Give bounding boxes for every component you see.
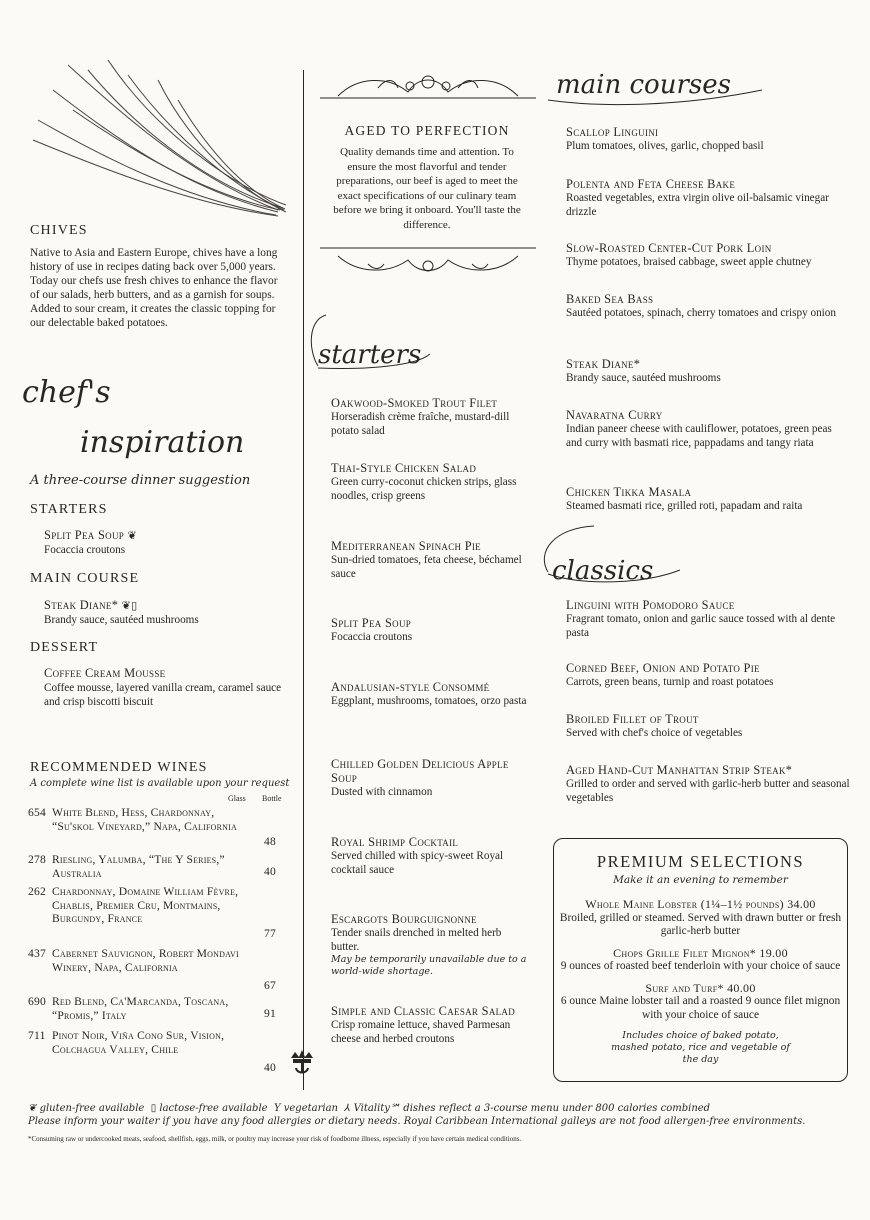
aged-text: Quality demands time and attention. To ensure the most flavorful and tender preparations, our beef is aged to meet the exact specifications of our culinary team before we bring it onboard. You'll taste the difference. bbox=[333, 146, 521, 231]
wines-subtitle: A complete wine list is available upon your request bbox=[30, 778, 290, 789]
starter-item-desc: Eggplant, mushrooms, tomatoes, orzo pasta bbox=[331, 695, 527, 707]
main-course-item-name: Chicken Tikka Masala bbox=[566, 485, 692, 499]
starter-item-name: Royal Shrimp Cocktail bbox=[331, 835, 459, 849]
wheat-icon: ❦ bbox=[127, 530, 138, 542]
classic-item-name: Linguini with Pomodoro Sauce bbox=[566, 598, 735, 612]
wine-name: White Blend, Hess, Chardonnay, “Su'skol Vineyard,” Napa, California bbox=[52, 806, 237, 833]
ornament-bottom bbox=[318, 244, 538, 278]
main-courses-flourish bbox=[544, 70, 766, 110]
premium-item-desc: 6 ounce Maine lobster tail and a roasted 9 ounce filet mignon with your choice of sauce bbox=[560, 995, 841, 1021]
main-course-item bbox=[566, 485, 838, 513]
main-course-item-desc: Roasted vegetables, extra virgin olive oil-balsamic vinegar drizzle bbox=[566, 192, 829, 218]
wine-bottle-price: 67 bbox=[264, 979, 276, 992]
main-course-item bbox=[566, 177, 838, 219]
wine-number: 262 bbox=[28, 885, 46, 898]
main-course-item-name: Navaratna Curry bbox=[566, 408, 663, 422]
starter-item-desc: Horseradish crème fraîche, mustard-dill potato salad bbox=[331, 411, 510, 437]
starter-item bbox=[331, 461, 531, 503]
starter-item bbox=[331, 912, 531, 978]
wine-name: Cabernet Sauvignon, Robert Mondavi Winery, Napa, California bbox=[52, 947, 239, 974]
starter-item-name: Escargots Bourguignonne bbox=[331, 912, 477, 926]
classic-item-desc: Fragrant tomato, onion and garlic sauce tossed with al dente pasta bbox=[566, 613, 836, 639]
wine-name: Red Blend, Ca'Marcanda, Toscana, “Promis,” Italy bbox=[52, 995, 229, 1022]
wine-bottle-price: 48 bbox=[264, 835, 276, 848]
starter-item-desc: Crisp romaine lettuce, shaved Parmesan cheese and herbed croutons bbox=[331, 1019, 511, 1045]
chefs-starter-desc: Focaccia croutons bbox=[44, 544, 126, 556]
starter-item-desc: Tender snails drenched in melted herb butter. bbox=[331, 927, 502, 953]
premium-item-desc: Broiled, grilled or steamed. Served with drawn butter or fresh garlic-herb butter bbox=[559, 911, 842, 937]
classic-item bbox=[566, 661, 852, 689]
legend-gluten: gluten-free available bbox=[39, 1103, 145, 1114]
premium-item-name: Whole Maine Lobster (1¼–1½ pounds) 34.00 bbox=[585, 897, 816, 911]
premium-subtitle: Make it an evening to remember bbox=[613, 874, 788, 886]
premium-list bbox=[554, 898, 847, 1022]
starter-item-name: Oakwood-Smoked Trout Filet bbox=[331, 396, 498, 410]
main-course-item-name: Steak Diane* bbox=[566, 357, 641, 371]
main-course-item-name: Polenta and Feta Cheese Bake bbox=[566, 177, 736, 191]
legend-allergy: Please inform your waiter if you have any food allergies or dietary needs. Royal Caribbean International galleys are not food allergen-free environments. bbox=[28, 1116, 806, 1127]
premium-item bbox=[554, 898, 847, 939]
wine-name: Pinot Noir, Viña Cono Sur, Vision, Colchagua Valley, Chile bbox=[52, 1029, 225, 1056]
crown-anchor-logo bbox=[287, 1048, 317, 1076]
main-course-item-name: Slow-Roasted Center-Cut Pork Loin bbox=[566, 241, 772, 255]
wine-number: 437 bbox=[28, 947, 46, 960]
wine-number: 690 bbox=[28, 995, 46, 1008]
wine-item bbox=[28, 806, 288, 848]
starter-item bbox=[331, 616, 531, 644]
classic-item-name: Broiled Fillet of Trout bbox=[566, 712, 699, 726]
main-course-item-desc: Indian paneer cheese with cauliflower, potatoes, green peas and curry with basmati rice, pappadams and tangy riata bbox=[566, 423, 832, 449]
main-course-item-desc: Thyme potatoes, braised cabbage, sweet apple chutney bbox=[566, 256, 812, 268]
wine-bottle-price: 40 bbox=[264, 1061, 276, 1074]
starter-item-name: Simple and Classic Caesar Salad bbox=[331, 1004, 516, 1018]
chefs-dessert-name: Coffee Cream Mousse bbox=[44, 666, 166, 680]
main-course-item bbox=[566, 241, 838, 269]
starter-item bbox=[331, 680, 531, 708]
legend-veg: vegetarian bbox=[283, 1103, 338, 1114]
wine-bottle-price: 77 bbox=[264, 927, 276, 940]
wine-bottle-price: 40 bbox=[264, 865, 276, 878]
classic-item bbox=[566, 712, 852, 740]
milk-bottle-icon: ▯ bbox=[150, 1103, 157, 1114]
legend-lactose: lactose-free available bbox=[159, 1103, 268, 1114]
chefs-starter-name: Split Pea Soup ❦ bbox=[44, 528, 138, 542]
premium-selections-box bbox=[553, 838, 848, 1082]
chefs-subtitle: A three-course dinner suggestion bbox=[30, 473, 251, 488]
leaf-icon: Y bbox=[273, 1103, 281, 1114]
chefs-starters-heading: STARTERS bbox=[30, 502, 108, 517]
starter-item bbox=[331, 539, 531, 581]
main-course-item bbox=[566, 408, 838, 450]
wines-col-glass: Glass bbox=[228, 794, 246, 803]
starter-item-note: May be temporarily unavailable due to a world-wide shortage. bbox=[331, 954, 527, 977]
premium-item bbox=[554, 947, 847, 974]
chives-illustration bbox=[28, 60, 290, 220]
main-course-item bbox=[566, 292, 838, 320]
main-course-item bbox=[566, 357, 838, 385]
chefs-main-heading: MAIN COURSE bbox=[30, 571, 140, 586]
main-course-item bbox=[566, 125, 838, 153]
starter-item-name: Thai-Style Chicken Salad bbox=[331, 461, 477, 475]
wine-name: Chardonnay, Domaine William Fèvre, Chablis, Premier Cru, Montmains, Burgundy, France bbox=[52, 885, 239, 926]
premium-item-desc: 9 ounces of roasted beef tenderloin with your choice of sauce bbox=[560, 960, 841, 972]
starter-item-name: Mediterranean Spinach Pie bbox=[331, 539, 481, 553]
wine-item bbox=[28, 885, 288, 940]
premium-title: PREMIUM SELECTIONS bbox=[596, 852, 805, 871]
wine-number: 278 bbox=[28, 853, 46, 866]
classic-item-name: Corned Beef, Onion and Potato Pie bbox=[566, 661, 760, 675]
starter-item bbox=[331, 757, 531, 799]
legend-consuming: *Consuming raw or undercooked meats, seafood, shellfish, eggs, milk, or poultry may increase your risk of foodborne illness, especially if you have certain medical conditions. bbox=[28, 1135, 522, 1143]
premium-note: Includes choice of baked potato, mashed potato, rice and vegetable of the day bbox=[611, 1030, 790, 1065]
main-course-item-desc: Sautéed potatoes, spinach, cherry tomatoes and crispy onion bbox=[566, 307, 836, 319]
main-course-item-desc: Plum tomatoes, olives, garlic, chopped basil bbox=[566, 140, 764, 152]
chefs-inspiration-title-line2: inspiration bbox=[80, 425, 245, 460]
premium-item-name: Chops Grille Filet Mignon* 19.00 bbox=[613, 945, 788, 960]
main-course-item-name: Baked Sea Bass bbox=[566, 292, 654, 306]
chives-title: CHIVES bbox=[30, 223, 88, 238]
main-course-item-desc: Steamed basmati rice, grilled roti, papadam and raita bbox=[566, 500, 803, 512]
wine-item bbox=[28, 995, 288, 1022]
aged-title: AGED TO PERFECTION bbox=[344, 123, 510, 138]
starter-item-desc: Dusted with cinnamon bbox=[331, 786, 433, 798]
chefs-dessert-heading: DESSERT bbox=[30, 640, 99, 655]
wine-item bbox=[28, 947, 288, 992]
wine-number: 654 bbox=[28, 806, 46, 819]
chefs-inspiration-title-line1: chef's bbox=[22, 375, 111, 410]
wheat-milk-icon: ❦▯ bbox=[121, 600, 138, 612]
starter-item-name: Split Pea Soup bbox=[331, 616, 412, 630]
starter-item bbox=[331, 835, 531, 877]
classic-item-name: Aged Hand-Cut Manhattan Strip Steak* bbox=[566, 763, 793, 777]
classic-item-desc: Carrots, green beans, turnip and roast potatoes bbox=[566, 676, 774, 688]
wine-number: 711 bbox=[28, 1029, 46, 1042]
chefs-main-desc: Brandy sauce, sautéed mushrooms bbox=[44, 614, 199, 626]
chefs-main-name: Steak Diane* ❦▯ bbox=[44, 598, 138, 612]
wine-item bbox=[28, 853, 288, 880]
classic-item bbox=[566, 598, 852, 640]
chefs-dessert-desc: Coffee mousse, layered vanilla cream, caramel sauce and crisp biscotti biscuit bbox=[44, 682, 282, 708]
wine-item bbox=[28, 1029, 288, 1074]
column-divider bbox=[303, 70, 304, 1090]
starter-item-desc: Green curry-coconut chicken strips, glass noodles, crisp greens bbox=[331, 476, 517, 502]
wines-col-bottle: Bottle bbox=[262, 794, 282, 803]
starters-flourish bbox=[306, 310, 436, 372]
starter-item-desc: Sun-dried tomatoes, feta cheese, béchamel sauce bbox=[331, 554, 522, 580]
classic-item-desc: Served with chef's choice of vegetables bbox=[566, 727, 743, 739]
main-course-item-name: Scallop Linguini bbox=[566, 125, 659, 139]
chives-text: Native to Asia and Eastern Europe, chives have a long history of use in recipes dating back over 5,000 years. Today our chefs use fresh chives to enhance the flavor of our salads, herb butters, and as a garnish for soups. Added to sour cream, it creates the classic topping for our delectable baked potatoes. bbox=[30, 247, 278, 329]
legend-line bbox=[28, 1102, 848, 1115]
classics-flourish bbox=[534, 522, 684, 590]
starter-item bbox=[331, 396, 531, 438]
premium-item bbox=[554, 982, 847, 1023]
main-courses-title: main courses bbox=[556, 70, 731, 100]
ornament-top bbox=[318, 66, 538, 102]
classics-title: classics bbox=[552, 556, 654, 586]
starter-item-desc: Focaccia croutons bbox=[331, 631, 413, 643]
wine-bottle-price: 91 bbox=[264, 1007, 276, 1020]
classic-item bbox=[566, 763, 852, 805]
starter-item bbox=[331, 1004, 531, 1046]
wines-title: RECOMMENDED WINES bbox=[30, 760, 208, 775]
starter-item-name: Chilled Golden Delicious Apple Soup bbox=[331, 757, 509, 785]
legend-vitality: Vitality℠ dishes reflect a 3-course menu under 800 calories combined bbox=[353, 1103, 711, 1114]
starters-title: starters bbox=[318, 340, 422, 370]
wheat-icon: ❦ bbox=[28, 1103, 37, 1114]
wine-name: Riesling, Yalumba, “The Y Series,” Australia bbox=[52, 853, 225, 880]
premium-item-name: Surf and Turf* 40.00 bbox=[645, 980, 756, 995]
main-course-item-desc: Brandy sauce, sautéed mushrooms bbox=[566, 372, 721, 384]
starter-item-desc: Served chilled with spicy-sweet Royal cocktail sauce bbox=[331, 850, 504, 876]
classic-item-desc: Grilled to order and served with garlic-herb butter and seasonal vegetables bbox=[566, 778, 850, 804]
starter-item-name: Andalusian-style Consommé bbox=[331, 680, 490, 694]
vitality-figure-icon: ⅄ bbox=[344, 1103, 351, 1114]
